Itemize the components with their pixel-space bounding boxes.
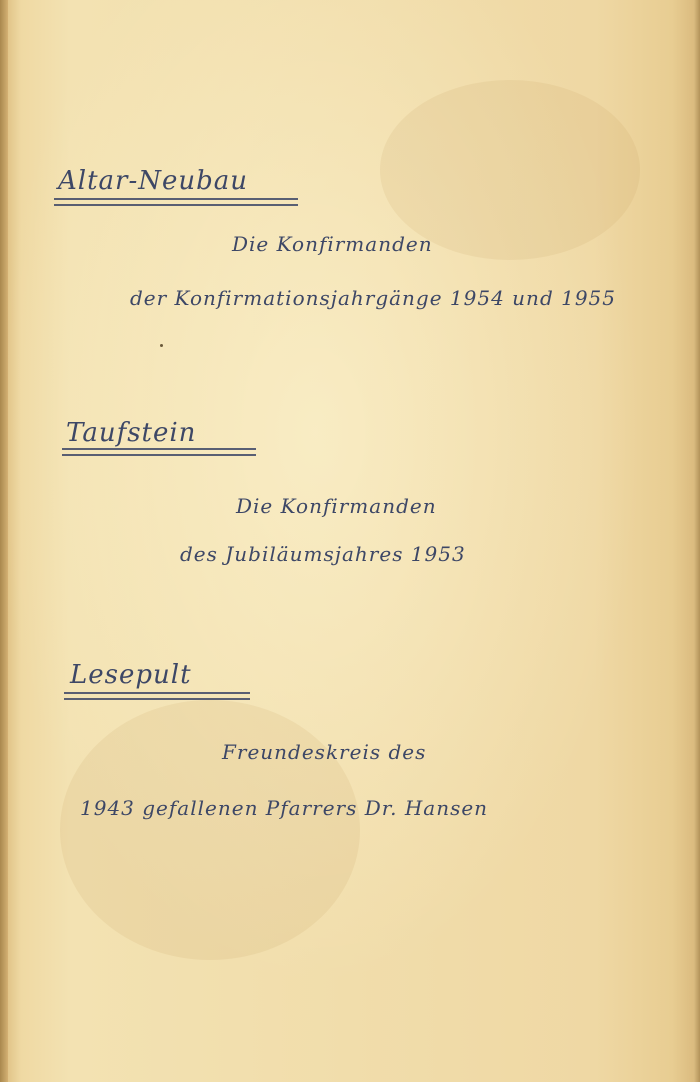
heading-underline [62,454,256,456]
section-line: Die Konfirmanden [232,232,433,256]
heading-underline [62,448,256,450]
heading-underline [54,198,298,200]
section-line: 1943 gefallenen Pfarrers Dr. Hansen [80,796,489,820]
paper-speck [160,344,163,347]
heading-underline [64,698,250,700]
section-heading-altar-neubau: Altar-Neubau [58,166,249,196]
section-line: der Konfirmationsjahrgänge 1954 und 1955 [130,286,616,310]
paper-edge-left [0,0,8,1082]
section-heading-taufstein: Taufstein [66,418,197,448]
paper-edge-right [694,0,700,1082]
section-heading-lesepult: Lesepult [70,660,192,690]
section-line: Freundeskreis des [222,740,427,764]
heading-underline [64,692,250,694]
heading-underline [54,204,298,206]
section-line: Die Konfirmanden [236,494,437,518]
section-line: des Jubiläumsjahres 1953 [180,542,466,566]
paper-stain [60,700,360,960]
